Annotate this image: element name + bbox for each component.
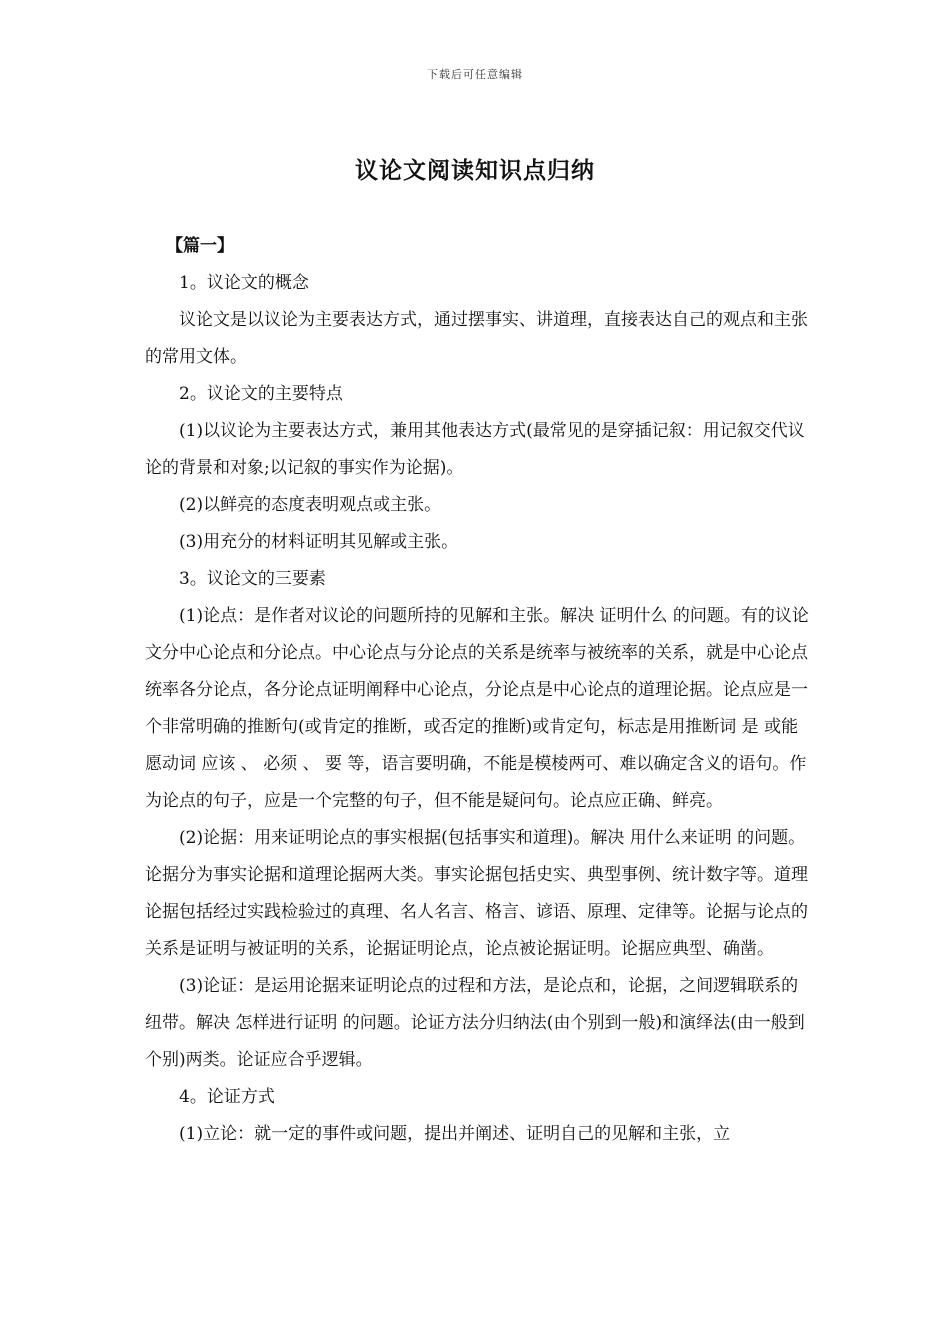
heading-three-elements: 3。议论文的三要素 [179,569,326,589]
paragraph-reasoning: (3)论证：是运用论据来证明论点的过程和方法，是论点和，论据，之间逻辑联系的纽带。解决 怎样进行证明 的问题。论证方法分归纳法(由个别到一般)和演绎法(由一般到个别)两类。论证应合乎逻辑。 [145,976,805,1070]
paragraph-argument-point: (1)论点：是作者对议论的问题所持的见解和主张。解决 证明什么 的问题。有的议论文分中心论点和分论点。中心论点与分论点的关系是统率与被统率的关系，就是中心论点统率各分论点，各分论点证明阐释中心论点，分论点是中心论点的道理论据。论点应是一个非常明确的推断句(或肯定的推断，或否定的推断)或肯定句，标志是用推断词 是 或能愿动词 应该 、 必须 、 要 等，语言要明确，不能是模棱两可、难以确定含义的语句。作为论点的句子，应是一个完整的句子，但不能是疑问句。论点应正确、鲜亮。 [145,606,809,811]
header-note: 下载后可任意编辑 [427,68,523,81]
document-body [145,228,810,1153]
heading-concept: 1。议论文的概念 [179,273,309,293]
paragraph-feature-3: (3)用充分的材料证明其见解或主张。 [179,532,459,552]
paragraph-concept: 议论文是以议论为主要表达方式，通过摆事实、讲道理，直接表达自己的观点和主张的常用文体。 [145,310,808,367]
heading-argument-methods: 4。论证方式 [179,1087,275,1107]
paragraph-evidence: (2)论据：用来证明论点的事实根据(包括事实和道理)。解决 用什么来证明 的问题。论据分为事实论据和道理论据两大类。事实论据包括史实、典型事例、统计数字等。道理论据包括经过实践检验过的真理、名人名言、格言、谚语、原理、定律等。论据与论点的关系是证明与被证明的关系，论据证明论点，论点被论据证明。论据应典型、确凿。 [145,828,808,959]
heading-features: 2。议论文的主要特点 [179,384,343,404]
paragraph-establish-argument: (1)立论：就一定的事件或问题，提出并阐述、证明自己的见解和主张，立 [179,1124,731,1144]
section-tag: 【篇一】 [166,236,234,256]
document-title: 议论文阅读知识点归纳 [355,157,595,184]
paragraph-feature-1: (1)以议论为主要表达方式，兼用其他表达方式(最常见的是穿插记叙：用记叙交代议论的背景和对象;以记叙的事实作为论据)。 [145,421,805,478]
paragraph-feature-2: (2)以鲜亮的态度表明观点或主张。 [179,495,442,515]
